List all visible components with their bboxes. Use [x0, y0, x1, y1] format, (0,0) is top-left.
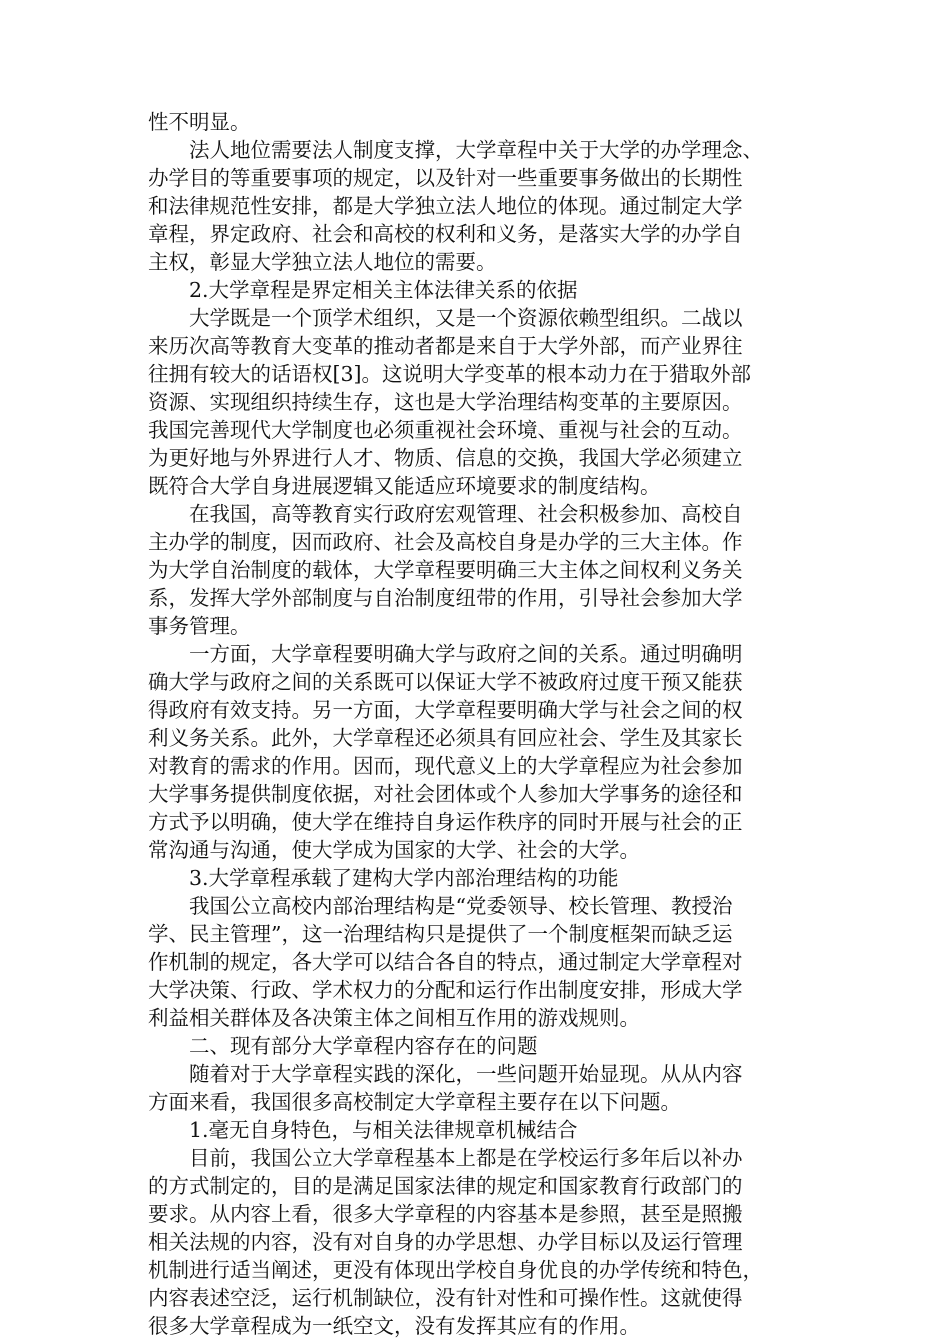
text-line: 大学决策、行政、学术权力的分配和运行作出制度安排，形成大学: [148, 978, 743, 1002]
text-line: 为大学自治制度的载体，大学章程要明确三大主体之间权利义务关: [148, 558, 743, 582]
text-line: 我国公立高校内部治理结构是“党委领导、校长管理、教授治: [189, 894, 733, 918]
text-line: 常沟通与沟通，使大学成为国家的大学、社会的大学。: [148, 838, 640, 862]
text-line: 随着对于大学章程实践的深化，一些问题开始显现。从从内容: [189, 1062, 743, 1086]
text-line: 利益相关群体及各决策主体之间相互作用的游戏规则。: [148, 1006, 640, 1030]
text-line: 1.毫无自身特色，与相关法律规章机械结合: [189, 1118, 578, 1142]
text-line: 得政府有效支持。另一方面，大学章程要明确大学与社会之间的权: [148, 698, 743, 722]
text-line: 办学目的等重要事项的规定，以及针对一些重要事务做出的长期性: [148, 166, 743, 190]
text-line: 机制进行适当阐述，更没有体现出学校自身优良的办学传统和特色，: [148, 1258, 763, 1282]
text-line: 学、民主管理”，这一治理结构只是提供了一个制度框架而缺乏运: [148, 922, 733, 946]
text-line: 很多大学章程成为一纸空文，没有发挥其应有的作用。: [148, 1314, 640, 1338]
text-line: 我国完善现代大学制度也必须重视社会环境、重视与社会的互动。: [148, 418, 743, 442]
text-line: 为更好地与外界进行人才、物质、信息的交换，我国大学必须建立: [148, 446, 743, 470]
text-line: 章程，界定政府、社会和高校的权利和义务，是落实大学的办学自: [148, 222, 743, 246]
text-line: 资源、实现组织持续生存，这也是大学治理结构变革的主要原因。: [148, 390, 743, 414]
text-line: 的方式制定的，目的是满足国家法律的规定和国家教育行政部门的: [148, 1174, 743, 1198]
text-line: 方面来看，我国很多高校制定大学章程主要存在以下问题。: [148, 1090, 681, 1114]
text-line: 往拥有较大的话语权[3]。这说明大学变革的根本动力在于猎取外部: [148, 362, 752, 386]
text-line: 目前，我国公立大学章程基本上都是在学校运行多年后以补办: [189, 1146, 743, 1170]
text-line: 主办学的制度，因而政府、社会及高校自身是办学的三大主体。作: [148, 530, 743, 554]
text-line: 大学既是一个顶学术组织，又是一个资源依赖型组织。二战以: [189, 306, 743, 330]
text-line: 大学事务提供制度依据，对社会团体或个人参加大学事务的途径和: [148, 782, 743, 806]
text-line: 和法律规范性安排，都是大学独立法人地位的体现。通过制定大学: [148, 194, 743, 218]
text-line: 既符合大学自身进展逻辑又能适应环境要求的制度结构。: [148, 474, 661, 498]
text-line: 3.大学章程承载了建构大学内部治理结构的功能: [189, 866, 619, 890]
text-line: 要求。从内容上看，很多大学章程的内容基本是参照，甚至是照搬: [148, 1202, 743, 1226]
text-line: 确大学与政府之间的关系既可以保证大学不被政府过度干预又能获: [148, 670, 743, 694]
text-line: 事务管理。: [148, 614, 251, 638]
text-line: 2.大学章程是界定相关主体法律关系的依据: [189, 278, 578, 302]
text-line: 性不明显。: [148, 110, 251, 134]
text-line: 相关法规的内容，没有对自身的办学思想、办学目标以及运行管理: [148, 1230, 743, 1254]
text-line: 法人地位需要法人制度支撑，大学章程中关于大学的办学理念、: [189, 138, 763, 162]
text-line: 一方面，大学章程要明确大学与政府之间的关系。通过明确明: [189, 642, 743, 666]
text-line: 来历次高等教育大变革的推动者都是来自于大学外部，而产业界往: [148, 334, 743, 358]
document-body: [148, 108, 808, 1340]
text-line: 方式予以明确，使大学在维持自身运作秩序的同时开展与社会的正: [148, 810, 743, 834]
text-line: 在我国，高等教育实行政府宏观管理、社会积极参加、高校自: [189, 502, 743, 526]
text-line: 对教育的需求的作用。因而，现代意义上的大学章程应为社会参加: [148, 754, 743, 778]
text-line: 系，发挥大学外部制度与自治制度纽带的作用，引导社会参加大学: [148, 586, 743, 610]
text-line: 内容表述空泛，运行机制缺位，没有针对性和可操作性。这就使得: [148, 1286, 743, 1310]
text-line: 作机制的规定，各大学可以结合各自的特点，通过制定大学章程对: [148, 950, 743, 974]
text-line: 利义务关系。此外，大学章程还必须具有回应社会、学生及其家长: [148, 726, 743, 750]
text-line: 二、现有部分大学章程内容存在的问题: [189, 1034, 538, 1058]
text-line: 主权，彰显大学独立法人地位的需要。: [148, 250, 497, 274]
